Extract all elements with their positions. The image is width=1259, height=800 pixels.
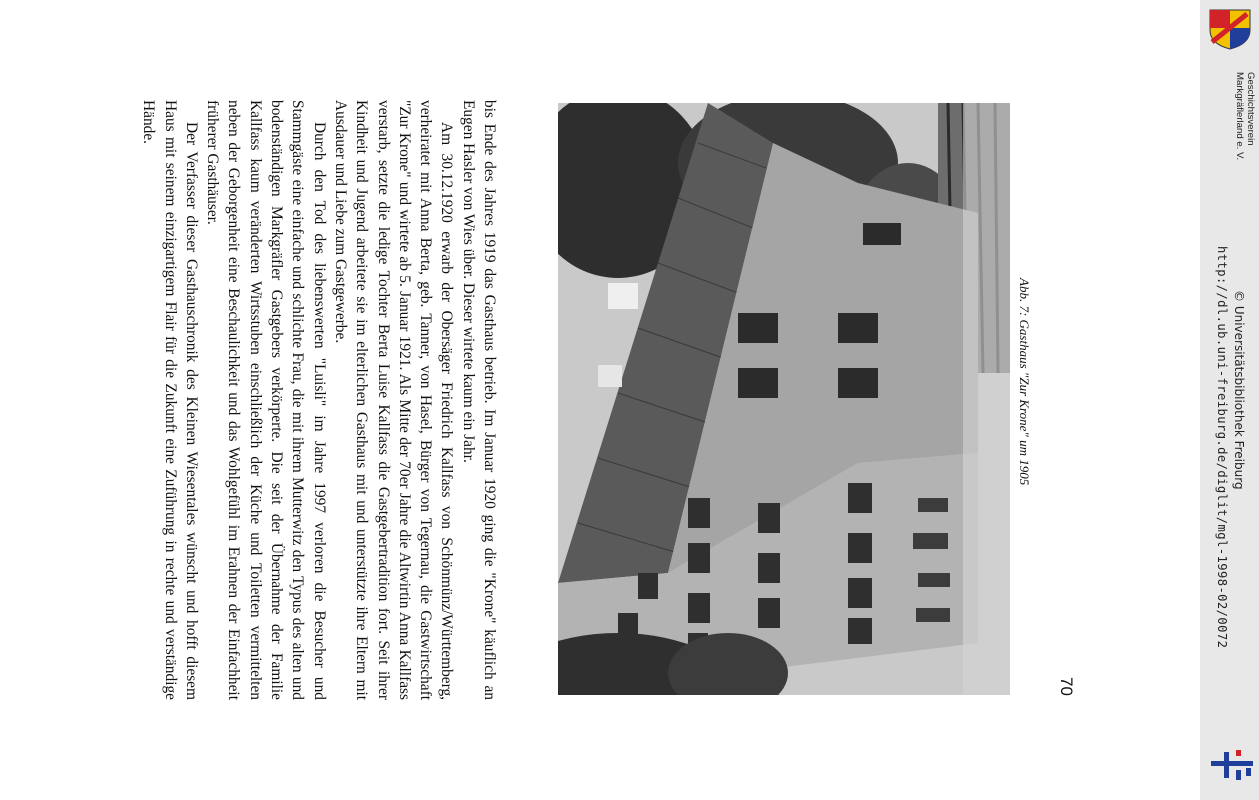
paragraph: Am 30.12.1920 erwarb der Obersäger Friedrich Kallfass von Schönmünz/Württemberg, verheiratet mit Anna Berta, geb. Tanner, von Hasel, Bürger von Tegernau, die Gastwirtschaft "Zur Krone" und wirtete ab 5. Januar 1921. Als Mitte der 70er Jahre die Altwirtin Anna Kallfass verstarb, setzte die ledige Tochter Berta Luise Kallfass die Gastgebertradition fort. Seit ihrer Kindheit und Jugend arbeitete sie im elterlichen Gasthaus mit und unterstützte ihre Eltern mit Ausdauer und Liebe zum Gastgewerbe.: [331, 100, 456, 700]
ub-freiburg-logo-icon[interactable]: [1210, 748, 1254, 782]
permalink-url[interactable]: http://dl.ub.uni-freiburg.de/diglit/mgl-1998-02/0072: [1215, 246, 1229, 649]
society-name: [1234, 72, 1256, 160]
historic-photo: [558, 103, 1010, 695]
body-text: [138, 100, 500, 700]
paragraph: Durch den Tod des liebenswerten "Luisli" im Jahre 1997 verloren die Besucher und Stammgäste eine einfache und schlichte Frau, die mit ihrem Mutterwitz den Typus des alten und bodenständigen Markgräfler Gastgebers verkörperte. Die seit der Übernahme der Familie Kallfass kaum veränderten Wirtsstuben einschließlich der Küche und Toiletten vermittelten neben der Geborgenheit eine Beschaulichkeit und das Wohlgefühl im Erahnen der Einfachheit früherer Gasthäuser.: [204, 100, 328, 700]
society-line: Markgräflerland e. V.: [1234, 72, 1245, 161]
page-number: 70: [1057, 677, 1076, 696]
paragraph: Der Verfasser dieser Gasthauschronik des Kleinen Wiesentales wünscht und hofft diesem Haus mit seinem einzigartigem Flair für die Zukunft eine Zuführung in rechte und verständige Hände.: [140, 100, 200, 700]
coat-of-arms-icon: [1207, 8, 1253, 50]
figure-caption: Abb. 7: Gasthaus "Zur Krone" um 1905: [1017, 278, 1032, 486]
copyright-notice: © Universitätsbibliothek Freiburg: [1232, 290, 1246, 490]
society-line: Geschichtsverein: [1245, 72, 1256, 146]
paragraph: bis Ende des Jahres 1919 das Gasthaus betrieb. Im Januar 1920 ging die "Krone" käuflich an Eugen Hasler von Wies über. Dieser wirtete kaum ein Jahr.: [459, 100, 498, 700]
